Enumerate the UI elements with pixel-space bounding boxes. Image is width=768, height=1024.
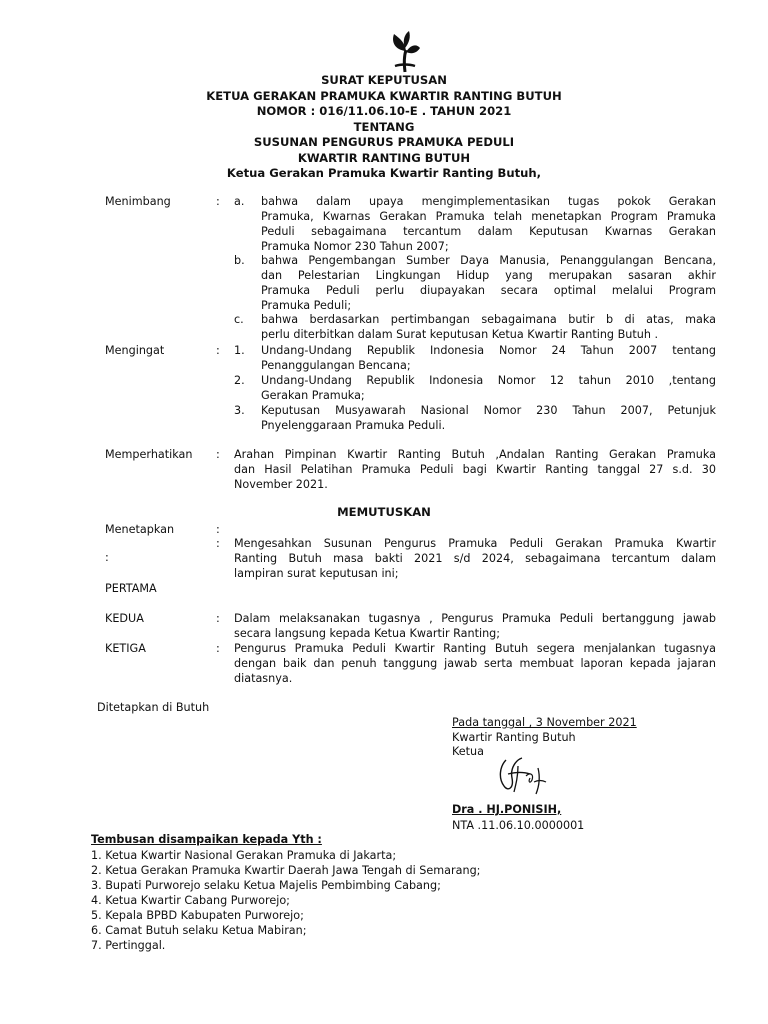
ketiga-text: Pengurus Pramuka Peduli Kwartir Ranting Butuh segera menjalankan tugasnya dengan baik dan penuh tanggung jawab serta membuat laporan kepada jajaran diatasnya. — [234, 642, 716, 685]
mengingat-marker-1: 1. — [234, 344, 245, 357]
tembusan-item: 2. Ketua Gerakan Pramuka Kwartir Daerah Jawa Tengah di Semarang; — [91, 864, 481, 877]
mengingat-marker-3: 3. — [234, 404, 245, 417]
tembusan-item: 3. Bupati Purworejo selaku Ketua Majelis Pembimbing Cabang; — [91, 879, 441, 892]
mengingat-marker-2: 2. — [234, 374, 245, 387]
signature-org: Kwartir Ranting Butuh — [452, 731, 576, 744]
memutuskan-title: MEMUTUSKAN — [337, 505, 431, 519]
tembusan-item: 4. Ketua Kwartir Cabang Purworejo; — [91, 894, 290, 907]
tembusan-title: Tembusan disampaikan kepada Yth : — [91, 833, 322, 846]
menimbang-item-a: bahwa dalam upaya mengimplementasikan tugas pokok Gerakan Pramuka, Kwarnas Gerakan Pramuka telah menetapkan Program Pramuka Peduli sebagaimana tercantum dalam Keputusan Kwarnas Gerakan Pramuka Nomor 230 Tahun 2007; — [261, 195, 716, 253]
header-line-subject-2: KWARTIR RANTING BUTUH — [297, 150, 471, 165]
ketiga-colon: : — [216, 642, 220, 655]
memperhatikan-text: Arahan Pimpinan Kwartir Ranting Butuh ,Andalan Ranting Gerakan Pramuka dan Hasil Pelatihan Pramuka Peduli bagi Kwartir Ranting tanggal 27 s.d. 30 November 2021. — [234, 448, 716, 491]
document-header — [0, 73, 768, 182]
pertama-label: PERTAMA — [105, 582, 157, 595]
menimbang-marker-c: c. — [234, 313, 244, 326]
kedua-colon: : — [216, 612, 220, 625]
ditetapkan-place: Ditetapkan di Butuh — [97, 701, 210, 714]
pertama-stray-colon: : — [105, 551, 109, 564]
menimbang-marker-b: b. — [234, 254, 245, 267]
header-line-issuer: KETUA GERAKAN PRAMUKA KWARTIR RANTING BUTUH — [206, 88, 562, 103]
mengingat-item-1: Undang-Undang Republik Indonesia Nomor 24 Tahun 2007 tentang Penanggulangan Bencana; — [261, 344, 716, 372]
handwritten-signature — [494, 752, 554, 798]
memperhatikan-label: Memperhatikan — [105, 448, 193, 461]
mengingat-colon: : — [216, 344, 220, 357]
header-line-title: SURAT KEPUTUSAN — [321, 73, 447, 87]
mengingat-item-3: Keputusan Musyawarah Nasional Nomor 230 Tahun 2007, Petunjuk Pnyelenggaraan Pramuka Peduli. — [261, 404, 716, 432]
menimbang-label: Menimbang — [105, 195, 171, 208]
signature-role: Ketua — [452, 745, 484, 758]
header-line-greeting: Ketua Gerakan Pramuka Kwartir Ranting Butuh, — [226, 166, 542, 180]
tembusan-item: 5. Kepala BPBD Kabupaten Purworejo; — [91, 909, 304, 922]
mengingat-item-2: Undang-Undang Republik Indonesia Nomor 12 tahun 2010 ,tentang Gerakan Pramuka; — [261, 374, 716, 402]
kedua-text: Dalam melaksanakan tugasnya , Pengurus Pramuka Peduli bertanggung jawab secara langsung kepada Ketua Kwartir Ranting; — [234, 612, 716, 640]
menimbang-colon: : — [216, 195, 220, 208]
tembusan-item: 1. Ketua Kwartir Nasional Gerakan Pramuka di Jakarta; — [91, 849, 397, 862]
scout-logo-icon — [389, 30, 421, 74]
menetapkan-label: Menetapkan — [105, 523, 175, 536]
pertama-text: Mengesahkan Susunan Pengurus Pramuka Peduli Gerakan Pramuka Kwartir Ranting Butuh masa bakti 2021 s/d 2024, sebagaimana tercantum dalam lampiran surat keputusan ini; — [234, 537, 716, 580]
tembusan-item: 7. Pertinggal. — [91, 939, 166, 952]
mengingat-label: Mengingat — [105, 344, 165, 357]
menetapkan-colon: : — [216, 523, 220, 536]
ketiga-label: KETIGA — [105, 642, 146, 655]
menimbang-item-b: bahwa Pengembangan Sumber Daya Manusia, Penanggulangan Bencana, dan Pelestarian Lingkungan Hidup yang merupakan sasaran akhir Pramuka Peduli perlu diupayakan secara optimal melalui Program Pramuka Peduli; — [261, 254, 716, 312]
header-line-subject: SUSUNAN PENGURUS PRAMUKA PEDULI — [253, 135, 515, 149]
tembusan-item: 6. Camat Butuh selaku Ketua Mabiran; — [91, 924, 307, 937]
menimbang-item-c: bahwa berdasarkan pertimbangan sebagaimana butir b di atas, maka perlu diterbitkan dalam Surat keputusan Ketua Kwartir Ranting Butuh . — [261, 313, 716, 341]
header-line-tentang: TENTANG — [353, 119, 415, 134]
signatory-nta: NTA .11.06.10.0000001 — [452, 819, 585, 832]
header-line-number: NOMOR : 016/11.06.10-E . TAHUN 2021 — [256, 104, 512, 118]
kedua-label: KEDUA — [105, 612, 144, 625]
memperhatikan-colon: : — [216, 448, 220, 461]
signatory-name: Dra . HJ.PONISIH, — [452, 803, 562, 816]
signature-date: Pada tanggal , 3 November 2021 — [452, 716, 637, 729]
pertama-colon: : — [216, 537, 220, 550]
menimbang-marker-a: a. — [234, 195, 245, 208]
